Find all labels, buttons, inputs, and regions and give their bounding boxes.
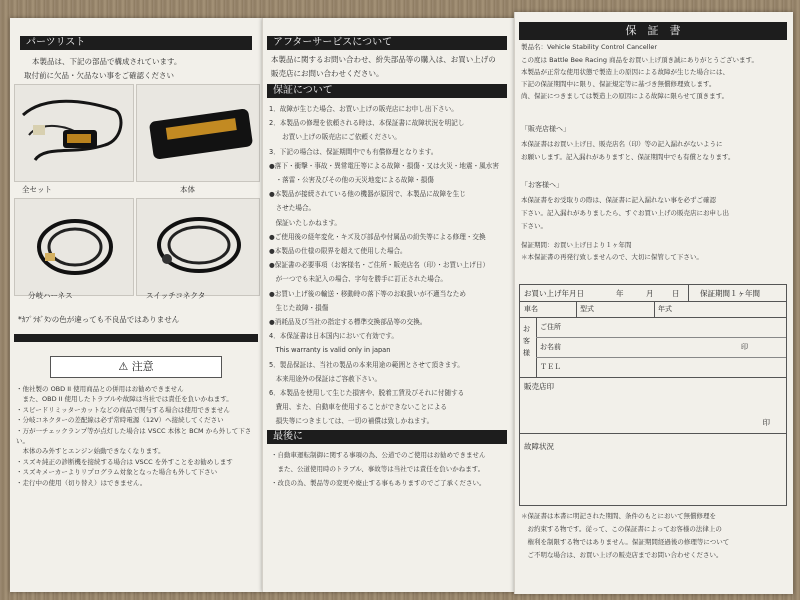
footer-line-2: お約束する物です。従って、この保証書によってお客様の法律上の — [521, 525, 722, 533]
warranty-term: させた場合。 — [269, 204, 316, 213]
after-service-line-1: 本製品に関するお問い合わせ、紛失部品等の購入は、お買い上げの — [271, 55, 496, 64]
wiring-set-icon — [15, 85, 133, 181]
caption-switch-connector: スイッチコネクタ — [146, 291, 206, 300]
certificate-intro-2: 本製品が正常な使用状態で製造上の原因による故障が生じた場合には、 — [521, 68, 729, 76]
customer-line-1: 本保証書をお受取りの際は、保証書に記入漏れない事を必ずご確認 — [521, 196, 716, 204]
dealer-stamp-label: 販売店印 — [524, 382, 554, 391]
customer-block — [520, 317, 786, 378]
footer-line-3: 権利を制限する物ではありません。保証期間経過後の修理等について — [521, 538, 730, 546]
date-divider — [688, 285, 689, 301]
warranty-term: 2．本製品の修理を依頼される時は、本保証書に故障状況を明記し — [269, 119, 465, 128]
customer-line-2: 下さい。記入漏れがありましたら、すぐお買い上げの販売店にお申し出 — [521, 209, 729, 217]
caution-item: ・分岐コネクターの差配線は必ず常時電源（12V）へ接続してください — [16, 416, 224, 425]
caution-item: ・万が一チェックランプ等が点灯した場合は VSCC 本体と BCM から外して下さい。 — [16, 426, 252, 446]
warranty-term: ●本製品の仕様の限界を超えて使用した場合。 — [269, 247, 407, 256]
customer-label: お客様 — [523, 325, 530, 357]
certificate-intro-1: この度は Battle Bee Racing 商品をお買い上げ頂き誠にありがとうございます。 — [521, 56, 759, 64]
address-field[interactable] — [536, 317, 786, 338]
caution-title: 注意 — [131, 360, 154, 373]
warranty-term: 6．本製品を使用して生じた損害や、脱着工賃及びそれに付随する — [269, 389, 465, 398]
caption-full-set: 全セット — [22, 185, 52, 194]
caution-item: ・スズキ純正の診断機を接続する場合は VSCC を外すことをお勧めします — [16, 457, 233, 466]
model-divider — [654, 301, 655, 317]
warranty-term: This warranty is valid only in japan — [269, 346, 391, 355]
warranty-term: 保証いたしかねます。 — [269, 218, 342, 227]
harness-icon — [15, 199, 133, 295]
photo-switch-connector — [136, 198, 260, 296]
month-label: 月 — [646, 289, 654, 298]
warranty-term: 生じた故障・損傷 — [269, 303, 329, 312]
parts-intro-1: 本製品は、下記の部品で構成されています。 — [32, 57, 182, 66]
name-label: お名前 — [540, 343, 561, 351]
warranty-term: 1．故障が生じた場合、お買い上げの販売店にお申し出下さい。 — [269, 105, 458, 113]
warranty-period-note: 保証期間：お買い上げ日より１ヶ年間 — [521, 241, 632, 249]
vehicle-label: 車名 — [524, 305, 538, 313]
vehicle-divider — [576, 301, 577, 317]
warranty-term: ●落下・衝撃・事故・異常電圧等による故障・損傷・又は火災・地震・風水害 — [269, 161, 499, 170]
model-label: 型式 — [580, 305, 594, 313]
caution-item: ・スズキメーカーよりリプログラム対象となった場合も外して下さい — [16, 468, 218, 477]
customer-line-3: 下さい。 — [521, 222, 547, 230]
warranty-term: 損失等につきましては、一切の補償は致しかねます。 — [269, 417, 434, 426]
warranty-term: ●お買い上げ後の輸送・移動時の落下等のお取扱いが不適当なため — [269, 289, 466, 298]
last-line-3: ・改良の為、製品等の変更や廃止する事もありますのでご了承ください。 — [271, 479, 486, 487]
name-seal: 印 — [741, 343, 748, 351]
caution-divider — [14, 334, 258, 342]
last-line-1: ・自動車運転制御に関する事項の為、公道でのご使用はお勧めできません — [271, 451, 486, 459]
day-label: 日 — [672, 289, 680, 298]
warranty-term: ●保証書の必要事項（お客様名・ご住所・販売店名（印）・お買い上げ日） — [269, 261, 490, 270]
dealer-line-1: 本保証書はお買い上げ日、販売店名（印）等の記入漏れがないように — [521, 140, 723, 148]
photo-main-unit — [136, 84, 260, 182]
caution-item: ・他社製の OBD II 使用商品との併用はお勧めできません — [16, 385, 184, 393]
warranty-term: ●本製品が接続されている他の機器が原因で、本製品に故障を生じ — [269, 190, 466, 199]
caption-harness: 分岐ハーネス — [28, 291, 73, 300]
certificate-product: 製品名：Vehicle Stability Control Canceller — [521, 43, 658, 51]
certificate-intro-3: 下記の保証期間中に限り、保証規定等に基づき無償修理致します。 — [521, 80, 716, 88]
photo-full-set — [14, 84, 134, 182]
warranty-term: ●消耗品及び当社の指定する標準交換部品等の交換。 — [269, 318, 427, 327]
parts-note: *ｶﾌﾟﾗﾎﾞﾀﾝの色が違っても不良品ではありません — [18, 315, 180, 324]
parts-panel — [10, 18, 262, 592]
fault-label: 故障状況 — [524, 442, 554, 451]
dealer-heading: 「販売店様へ」 — [521, 125, 570, 133]
warning-icon: ⚠ — [118, 360, 129, 373]
certificate-title: 保 証 書 — [519, 22, 787, 40]
switch-connector-icon — [137, 199, 259, 295]
warranty-about-title: 保証について — [267, 84, 507, 98]
fault-block[interactable] — [520, 433, 786, 505]
caution-item: また、OBD II 使用したトラブルや故障は当社では責任を負いかねます。 — [16, 395, 233, 404]
warranty-term: 4．本保証書は日本国内において有効です。 — [269, 332, 398, 341]
name-field[interactable] — [536, 337, 786, 358]
warranty-term: ・落雷・公害及びその他の天災地変による故障・損傷 — [269, 176, 434, 185]
caution-item: 本体のみ外すとエンジン始動できなくなります。 — [16, 447, 165, 456]
address-label: ご住所 — [540, 323, 561, 331]
warranty-term: 費用、また、自動車を使用することができないことによる — [269, 403, 448, 412]
certificate-intro-4: 尚、保証につきましては製造上の原因による故障に限らせて頂きます。 — [521, 92, 729, 100]
last-title: 最後に — [267, 430, 507, 444]
parts-intro-2: 取付前に欠品・欠品ない事をご確認ください — [24, 71, 174, 80]
purchase-date-label: お買い上げ年月日 — [524, 289, 584, 298]
dealer-stamp-block[interactable] — [520, 377, 786, 434]
photo-harness — [14, 198, 134, 296]
tel-label: ＴＥＬ — [540, 363, 561, 371]
warranty-terms-list — [269, 102, 511, 429]
vehicle-row — [520, 301, 786, 318]
dealer-seal: 印 — [762, 418, 770, 427]
purchase-date-row — [520, 285, 786, 302]
warranty-term: 5．製品保証は、当社の製品の本来用途の範囲とさせて頂きます。 — [269, 360, 464, 369]
period-label: 保証期間１ヶ年間 — [700, 289, 760, 298]
after-service-title: アフターサービスについて — [267, 36, 507, 50]
footer-line-1: ＊保証書は本書に明記された期間、条件のもとにおいて無償修理を — [521, 512, 716, 520]
caution-item: ・走行中の使用（切り替え）はできません。 — [16, 478, 147, 487]
last-line-2: また、公道使用時のトラブル、事故等は当社では責任を負いかねます。 — [271, 465, 485, 473]
dealer-line-2: お願いします。記入漏れがありますと、保証期間中でも有償となります。 — [521, 153, 735, 161]
warranty-term: ●ご使用後の経年変化・キズ及び部品や付属品の紛失等による修理・交換 — [269, 232, 486, 241]
warranty-term: 3．下記の場合は、保証期間中でも有償修理となります。 — [269, 147, 438, 156]
parts-title: パーツリスト — [20, 36, 252, 50]
caution-item: ・スピードリミッターカットなどの商品で関与する場合は使用できません — [16, 405, 230, 414]
service-panel — [262, 18, 515, 592]
warranty-form — [519, 284, 787, 506]
tel-field[interactable] — [536, 357, 786, 377]
certificate-panel — [514, 12, 793, 594]
caution-list — [16, 384, 260, 488]
warranty-term: が一つでも未記入の場合、字句を勝手に訂正された場合。 — [269, 275, 448, 284]
caption-main-unit: 本体 — [180, 185, 195, 194]
main-unit-icon — [137, 85, 259, 181]
year-model-label: 年式 — [658, 305, 672, 313]
after-service-line-2: 販売店にお問い合わせください。 — [271, 69, 384, 78]
year-label: 年 — [616, 289, 624, 298]
reissue-note: ＊本保証書の再発行致しませんので、大切に保管して下さい。 — [521, 253, 703, 261]
warranty-term: お買い上げの販売店にご依頼ください。 — [269, 133, 401, 142]
warranty-term: 本来用途外の保証はご容赦下さい。 — [269, 374, 382, 383]
footer-line-4: ご不明な場合は、お買い上げの販売店までお問い合わせください。 — [521, 551, 723, 559]
customer-heading: 「お客様へ」 — [521, 181, 563, 189]
caution-header — [50, 356, 222, 378]
